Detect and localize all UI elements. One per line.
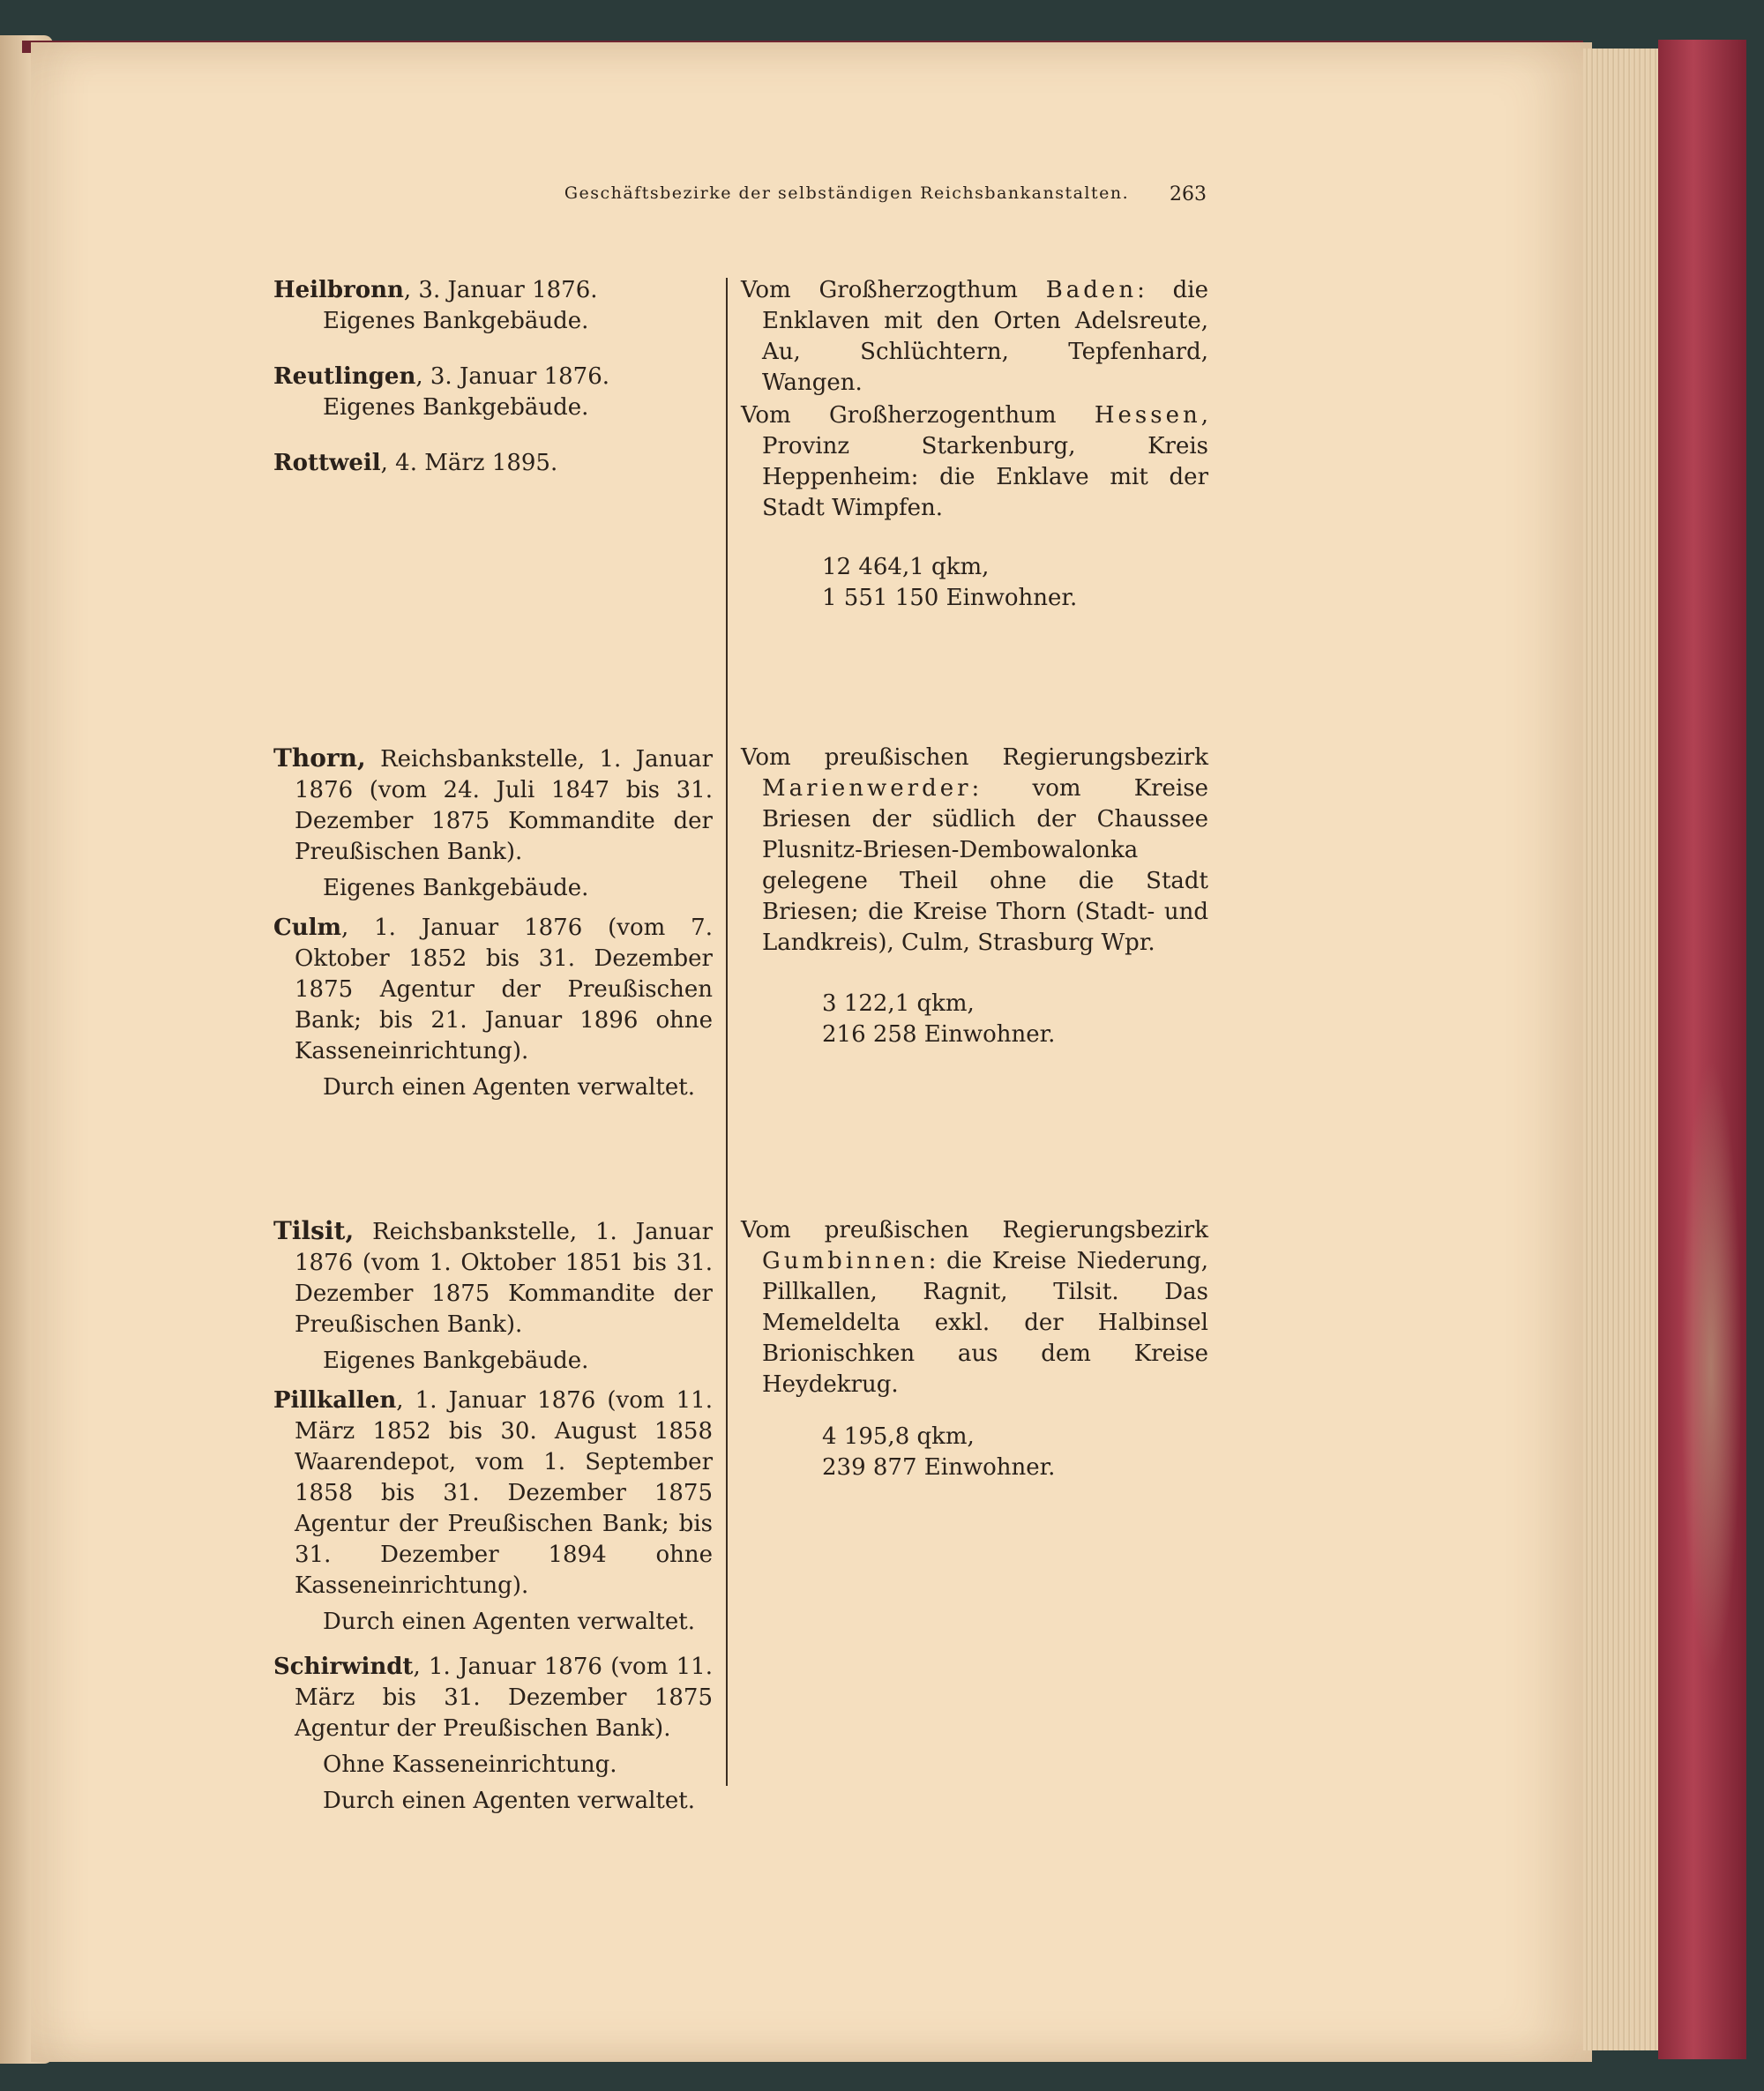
running-header: Geschäftsbezirke der selbständigen Reichsbankanstalten. [564,183,1130,203]
book-cover [1658,40,1746,2059]
entry-note: Eigenes Bankgebäude. [323,875,589,901]
district-gumbinnen-group [741,1215,1208,1483]
entry-text: Reichsbankstelle, 1. Januar 1876 (vom 24. Juli 1847 bis 31. Dezember 1875 Kommandite der Preußischen Bank). [295,746,713,865]
district-name: Gumbinnen [762,1248,929,1274]
district-baden-hessen [741,275,1208,614]
column-divider [726,278,728,1786]
entry-text: , 1. Januar 1876 (vom 7. Oktober 1852 bis 31. Dezember 1875 Agentur der Preußischen Bank; bis 21. Januar 1896 ohne Kasseneinrichtung). [295,915,713,1064]
entry-note: Durch einen Agenten verwaltet. [323,1609,695,1635]
entry-note: Ohne Kasseneinrichtung. [323,1751,617,1778]
entry-note: Eigenes Bankgebäude. [323,394,589,421]
entry-note: Durch einen Agenten verwaltet. [323,1788,695,1814]
entry-text: , 1. Januar 1876 (vom 11. März 1852 bis 30. August 1858 Waarendepot, vom 1. September 1858 bis 31. Dezember 1875 Agentur der Preußischen Bank; bis 31. Dezember 1894 ohne Kasseneinrichtung). [295,1387,713,1599]
place-name: Culm [273,915,341,941]
district-gumbinnen [741,1215,1208,1400]
district-text: Vom Großherzogenthum [741,402,1095,429]
district-text: , Provinz Starkenburg, Kreis Heppenheim: die Enklave mit der Stadt Wimpfen. [762,402,1208,521]
entry-text: , 3. Januar 1876. [415,363,610,390]
entry-schirwindt [273,1652,713,1744]
place-name: Rottweil [273,450,381,476]
district-text: Vom Großherzogthum [741,277,1046,303]
place-name: Pillkallen [273,1387,397,1414]
entry-reutlingen [273,362,713,392]
district-baden [741,275,1208,399]
entry-tilsit-group [273,1215,713,1817]
district-marienwerder [741,743,1208,959]
place-name: Heilbronn [273,277,404,303]
district-marienwerder-group [741,743,1208,1050]
district-population: 239 877 Einwohner. [822,1454,1056,1481]
entry-heilbronn-group [273,275,713,479]
entry-text: Reichsbankstelle, 1. Januar 1876 (vom 1. Oktober 1851 bis 31. Dezember 1875 Kommandite der Preußischen Bank). [295,1219,713,1338]
district-hessen [741,400,1208,524]
cover-wear [1680,1058,1742,1676]
district-text: : die Enklaven mit den Orten Adelsreute, Au, Schlüchtern, Tepfenhard, Wangen. [762,277,1208,396]
district-name: Hessen [1094,402,1201,429]
entry-pillkallen [273,1385,713,1602]
district-text: : die Kreise Niederung, Pillkallen, Ragnit, Tilsit. Das Memeldelta exkl. der Halbinsel Brionischken aus dem Kreise Heydekrug. [762,1248,1208,1398]
entry-text: , 1. Januar 1876 (vom 11. März bis 31. Dezember 1875 Agentur der Preußischen Bank). [295,1654,713,1742]
entry-thorn [273,743,713,868]
entry-heilbronn [273,275,713,306]
entry-text: , 3. Januar 1876. [403,277,598,303]
entry-note: Durch einen Agenten verwaltet. [323,1074,695,1101]
place-name: Thorn, [273,743,366,773]
place-name: Schirwindt [273,1654,414,1680]
district-area: 3 122,1 qkm, [822,990,975,1017]
entry-rottweil [273,448,713,479]
entry-tilsit [273,1215,713,1340]
district-population: 216 258 Einwohner. [822,1021,1056,1048]
entry-note: Eigenes Bankgebäude. [323,308,589,334]
district-population: 1 551 150 Einwohner. [822,585,1078,611]
page-edges [1583,49,1663,2050]
place-name: Tilsit, [273,1216,355,1245]
district-name: Baden [1045,277,1138,303]
district-name: Marienwerder [762,775,972,802]
district-text: : vom Kreise Briesen der südlich der Chaussee Plusnitz-Briesen-Dembowalonka gelegene Theil ohne die Stadt Briesen; die Kreise Thorn (Stadt- und Landkreis), Culm, Strasburg Wpr. [762,775,1208,956]
place-name: Reutlingen [273,363,416,390]
entry-note: Eigenes Bankgebäude. [323,1348,589,1374]
entry-thorn-group [273,743,713,1103]
page-number: 263 [1170,183,1207,205]
district-text: Vom preußischen Regierungsbezirk [741,744,1208,771]
district-area: 12 464,1 qkm, [822,554,990,580]
entry-text: , 4. März 1895. [380,450,558,476]
entry-culm [273,913,713,1067]
district-area: 4 195,8 qkm, [822,1423,975,1450]
district-text: Vom preußischen Regierungsbezirk [741,1217,1208,1243]
